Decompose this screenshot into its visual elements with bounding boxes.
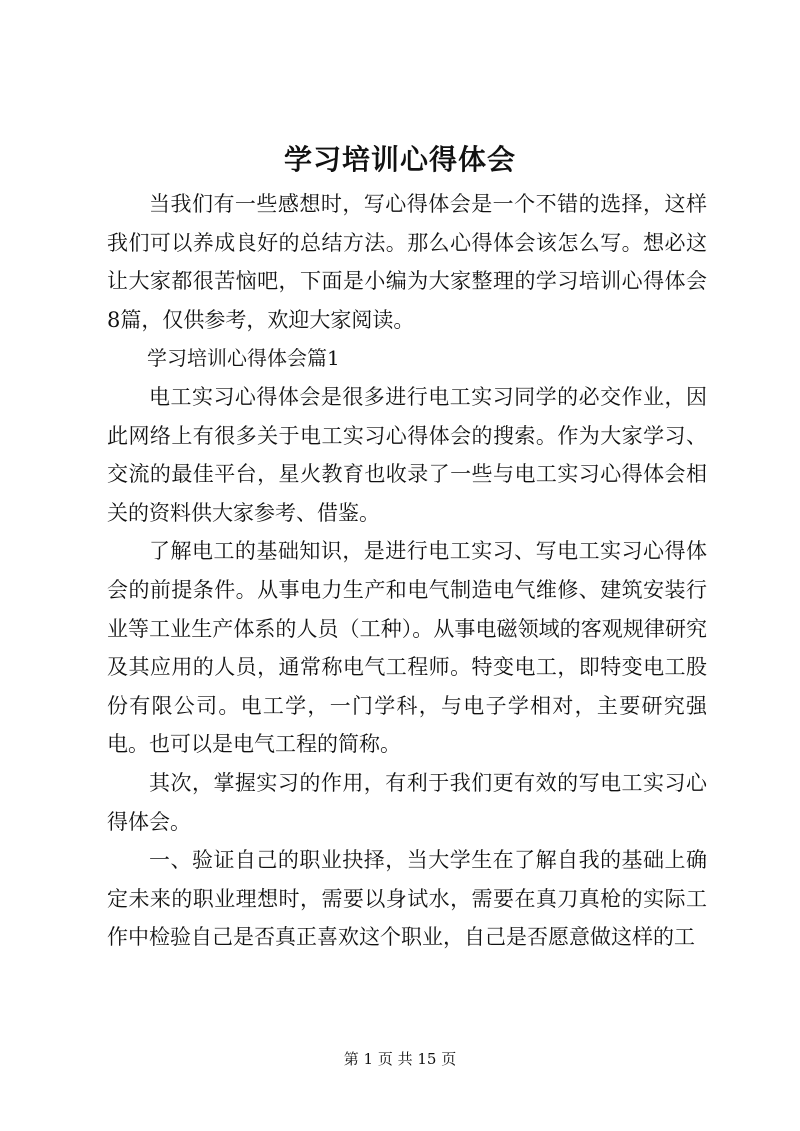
section-heading: 学习培训心得体会篇1 <box>147 346 340 371</box>
body-paragraph: 其次，掌握实习的作用，有利于我们更有效的写电工实习心得体会。 <box>107 770 707 834</box>
page-number-footer: 第 1 页 共 15 页 <box>343 1050 457 1068</box>
document-title: 学习培训心得体会 <box>283 143 516 176</box>
body-paragraph: 了解电工的基础知识，是进行电工实习、写电工实习心得体会的前提条件。从事电力生产和电气制造电气维修、建筑安装行业等工业生产体系的人员（工种）。从事电磁领域的客观规律研究及其应用的人员，通常称电气工程师。特变电工，即特变电工股份有限公司。电工学，一门学科，与电子学相对，主要研究强电。也可以是电气工程的简称。 <box>107 539 707 757</box>
intro-paragraph: 当我们有一些感想时，写心得体会是一个不错的选择，这样我们可以养成良好的总结方法。那么心得体会该怎么写。想必这让大家都很苦恼吧，下面是小编为大家整理的学习培训心得体会8篇，仅供参考，欢迎大家阅读。 <box>107 192 707 332</box>
body-paragraph: 一、验证自己的职业抉择，当大学生在了解自我的基础上确定未来的职业理想时，需要以身试水，需要在真刀真枪的实际工作中检验自己是否真正喜欢这个职业，自己是否愿意做这样的工 <box>107 848 707 950</box>
body-paragraph: 电工实习心得体会是很多进行电工实习同学的必交作业，因此网络上有很多关于电工实习心得体会的搜索。作为大家学习、交流的最佳平台，星火教育也收录了一些与电工实习心得体会相关的资料供大家参考、借鉴。 <box>107 384 707 525</box>
document-body <box>107 185 707 957</box>
